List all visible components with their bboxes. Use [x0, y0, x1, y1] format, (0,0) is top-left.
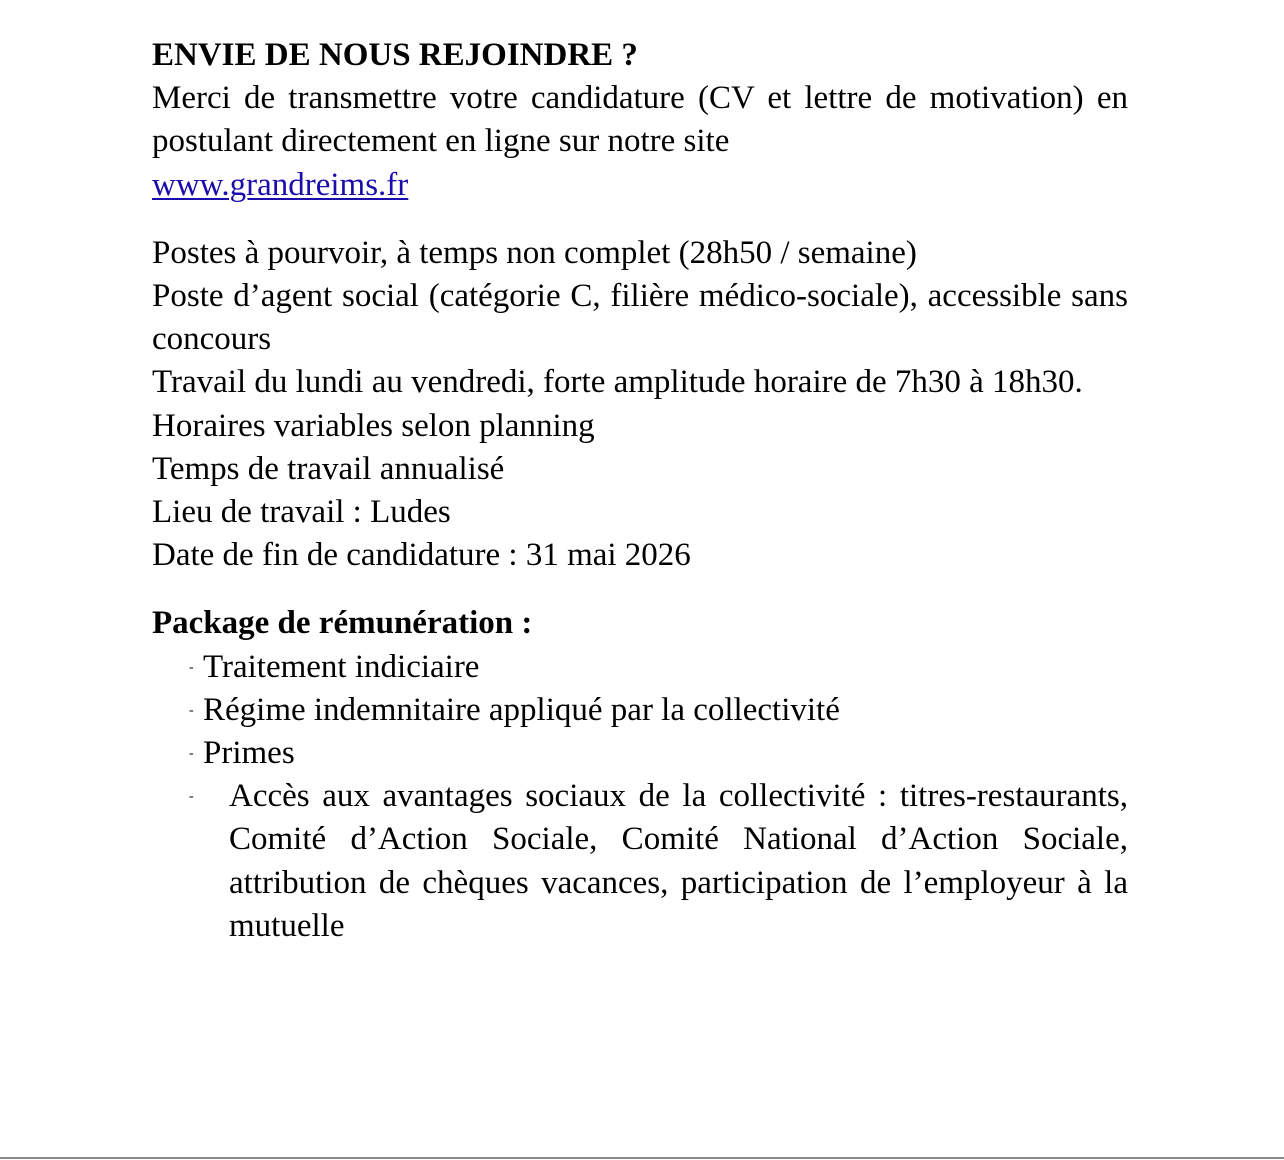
package-item-text: Régime indemnitaire appliqué par la collectivité — [203, 691, 840, 728]
page-bottom-border — [0, 1157, 1284, 1159]
list-item — [152, 646, 1128, 689]
package-section — [152, 602, 1128, 948]
detail-location: Lieu de travail : Ludes — [152, 494, 451, 531]
grandreims-link[interactable]: www.grandreims.fr — [152, 166, 409, 203]
list-item — [152, 689, 1128, 732]
package-list — [152, 646, 1128, 948]
job-details — [152, 232, 1128, 578]
package-title: Package de rémunération : — [152, 605, 533, 642]
join-intro-text: Merci de transmettre votre candidature (CV et lettre de motivation) en postulant directement en ligne sur notre site — [152, 80, 1128, 160]
package-item-text: Traitement indiciaire — [203, 648, 480, 685]
detail-variable-hours: Horaires variables selon planning — [152, 407, 595, 444]
join-link-line — [152, 164, 1128, 207]
detail-hours: Postes à pourvoir, à temps non complet (28h50 / semaine) — [152, 234, 917, 271]
join-intro — [152, 77, 1128, 163]
package-item-text: Accès aux avantages sociaux de la collectivité : titres-restaurants, Comité d’Action Sociale, Comité National d’Action Sociale, attribution de chèques vacances, participation de l’employeur à la mutuelle — [229, 778, 1128, 944]
join-title: ENVIE DE NOUS REJOINDRE ? — [152, 37, 638, 73]
detail-annualized: Temps de travail annualisé — [152, 450, 505, 487]
list-item — [152, 732, 1128, 775]
bullet-dash: - — [189, 659, 194, 675]
detail-position: Poste d’agent social (catégorie C, filière médico-sociale), accessible sans concours — [152, 278, 1128, 358]
bullet-dash: - — [189, 702, 194, 718]
list-item — [152, 775, 1128, 948]
document-page — [152, 34, 1128, 948]
detail-schedule: Travail du lundi au vendredi, forte amplitude horaire de 7h30 à 18h30. — [152, 364, 1083, 401]
package-item-text: Primes — [203, 735, 295, 772]
bullet-dash: - — [189, 746, 194, 762]
detail-deadline: Date de fin de candidature : 31 mai 2026 — [152, 537, 691, 574]
bullet-dash: - — [189, 789, 194, 805]
